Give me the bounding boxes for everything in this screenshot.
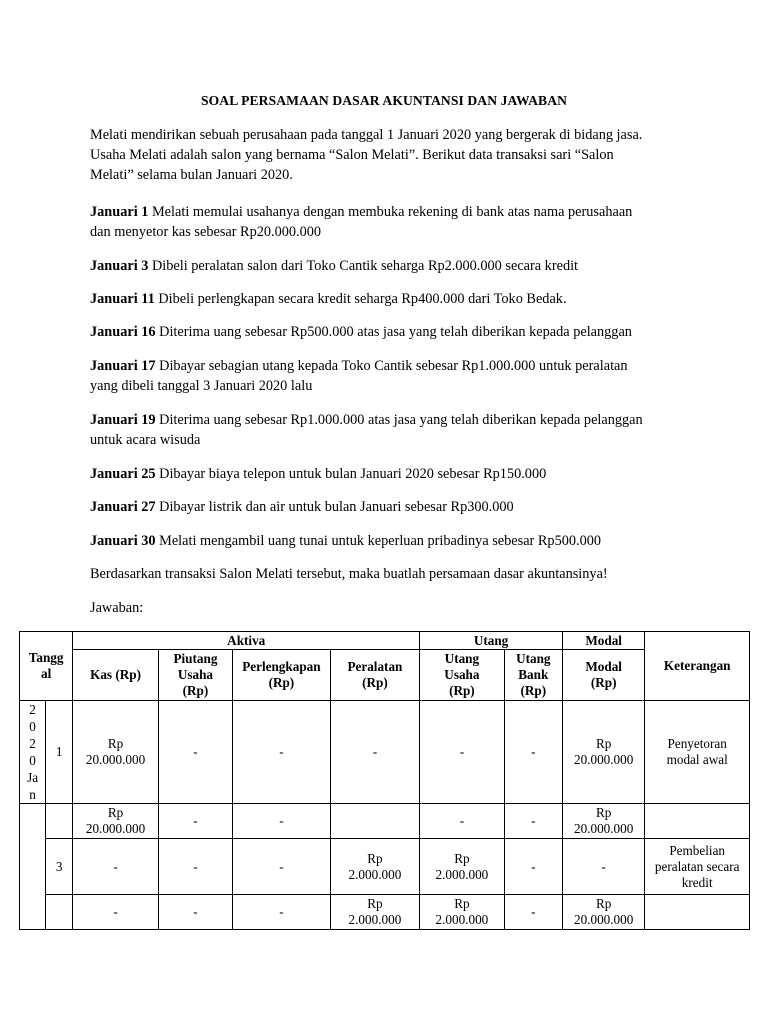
transaction-text: Dibayar sebagian utang kepada Toko Cantik sebesar Rp1.000.000 untuk peralatan (159, 358, 628, 374)
header-tanggal: Tangg al (20, 632, 73, 701)
cell-utang-usaha: Rp 2.000.000 (420, 895, 504, 930)
transaction-date: Januari 27 (90, 499, 156, 515)
cell-kas: Rp 20.000.000 (73, 701, 158, 804)
header-aktiva: Aktiva (73, 632, 420, 650)
transaction-text: Diterima uang sebesar Rp500.000 atas jasa yang telah diberikan kepada pelanggan (159, 324, 632, 340)
transaction-date: Januari 11 (90, 291, 155, 307)
intro-paragraph (90, 125, 677, 185)
cell-modal: Rp 20.000.000 (562, 701, 644, 804)
cell-keterangan (645, 895, 750, 930)
header-piutang-usaha: Piutang Usaha (Rp) (158, 650, 232, 701)
transaction-item (90, 410, 677, 450)
cell-kas: - (73, 895, 158, 930)
transaction-text: Melati mengambil uang tunai untuk keperluan pribadinya sebesar Rp500.000 (159, 533, 602, 549)
intro-line: Melati” selama bulan Januari 2020. (90, 167, 293, 183)
header-peralatan: Peralatan (Rp) (330, 650, 420, 701)
transaction-text: Dibayar listrik dan air untuk bulan Januari sebesar Rp300.000 (159, 499, 514, 515)
cell-perlengkapan: - (233, 804, 331, 839)
cell-modal: - (562, 839, 644, 895)
cell-kas: - (73, 839, 158, 895)
cell-piutang: - (158, 804, 232, 839)
table-row (20, 804, 750, 839)
header-utang-usaha: Utang Usaha (Rp) (420, 650, 504, 701)
header-keterangan: Keterangan (645, 632, 750, 701)
document-title: SOAL PERSAMAAN DASAR AKUNTANSI DAN JAWABAN (200, 93, 568, 108)
transaction-text: Dibayar biaya telepon untuk bulan Januari 2020 sebesar Rp150.000 (159, 466, 547, 482)
transaction-item (90, 202, 677, 242)
cell-modal: Rp 20.000.000 (562, 804, 644, 839)
cell-kas: Rp 20.000.000 (73, 804, 158, 839)
date-day (46, 804, 73, 839)
instruction-text: Berdasarkan transaksi Salon Melati tersebut, maka buatlah persamaan dasar akuntansinya! (90, 566, 608, 582)
transaction-item (90, 531, 677, 551)
cell-keterangan (645, 804, 750, 839)
cell-peralatan (330, 804, 420, 839)
header-kas: Kas (Rp) (73, 650, 158, 701)
transaction-item (90, 497, 677, 517)
date-column-blank (20, 804, 46, 930)
transaction-text: untuk acara wisuda (90, 432, 201, 448)
transaction-text: Diterima uang sebesar Rp1.000.000 atas jasa yang telah diberikan kepada pelanggan (159, 412, 643, 428)
cell-peralatan: Rp 2.000.000 (330, 895, 420, 930)
transaction-date: Januari 30 (90, 533, 156, 549)
transaction-text: Dibeli perlengkapan secara kredit seharga Rp400.000 dari Toko Bedak. (158, 291, 567, 307)
table-row (20, 701, 750, 804)
transaction-item (90, 256, 677, 276)
cell-keterangan: Penyetoran modal awal (645, 701, 750, 804)
cell-piutang: - (158, 701, 232, 804)
header-utang-bank: Utang Bank (Rp) (504, 650, 562, 701)
header-modal: Modal (Rp) (562, 650, 644, 701)
transaction-date: Januari 19 (90, 412, 156, 428)
header-perlengkapan: Perlengkapan (Rp) (233, 650, 331, 701)
intro-line: Usaha Melati adalah salon yang bernama “Salon Melati”. Berikut data transaksi sari “Salon (90, 147, 614, 163)
cell-utang-bank: - (504, 701, 562, 804)
date-day: 1 (46, 701, 73, 804)
cell-perlengkapan: - (233, 895, 331, 930)
transaction-item (90, 464, 677, 484)
header-utang: Utang (420, 632, 563, 650)
date-day: 3 (46, 839, 73, 895)
intro-line: Melati mendirikan sebuah perusahaan pada tanggal 1 Januari 2020 yang bergerak di bidang jasa. (90, 127, 643, 143)
transaction-date: Januari 16 (90, 324, 156, 340)
transaction-item (90, 289, 677, 309)
transaction-item (90, 322, 677, 342)
accounting-equation-table (19, 631, 750, 930)
transaction-item (90, 356, 677, 396)
cell-peralatan: - (330, 701, 420, 804)
cell-piutang: - (158, 839, 232, 895)
cell-utang-usaha: Rp 2.000.000 (420, 839, 504, 895)
table-row (20, 895, 750, 930)
cell-utang-bank: - (504, 804, 562, 839)
transaction-text: Melati memulai usahanya dengan membuka rekening di bank atas nama perusahaan (151, 204, 633, 220)
cell-perlengkapan: - (233, 701, 331, 804)
transaction-date: Januari 17 (90, 358, 156, 374)
cell-utang-bank: - (504, 839, 562, 895)
cell-utang-usaha: - (420, 804, 504, 839)
header-modal-group: Modal (562, 632, 644, 650)
cell-peralatan: Rp 2.000.000 (330, 839, 420, 895)
cell-perlengkapan: - (233, 839, 331, 895)
transaction-text: dan menyetor kas sebesar Rp20.000.000 (90, 224, 322, 240)
table-row (20, 839, 750, 895)
transaction-text: yang dibeli tanggal 3 Januari 2020 lalu (90, 378, 313, 394)
transaction-date: Januari 25 (90, 466, 156, 482)
date-year-month: 2 0 2 0 Ja n (20, 701, 46, 804)
transaction-date: Januari 3 (90, 258, 149, 274)
cell-utang-usaha: - (420, 701, 504, 804)
date-day (46, 895, 73, 930)
cell-keterangan: Pembelian peralatan secara kredit (645, 839, 750, 895)
cell-piutang: - (158, 895, 232, 930)
answer-label: Jawaban: (90, 600, 144, 616)
cell-modal: Rp 20.000.000 (562, 895, 644, 930)
cell-utang-bank: - (504, 895, 562, 930)
transaction-date: Januari 1 (90, 204, 149, 220)
transaction-text: Dibeli peralatan salon dari Toko Cantik seharga Rp2.000.000 secara kredit (151, 258, 579, 274)
